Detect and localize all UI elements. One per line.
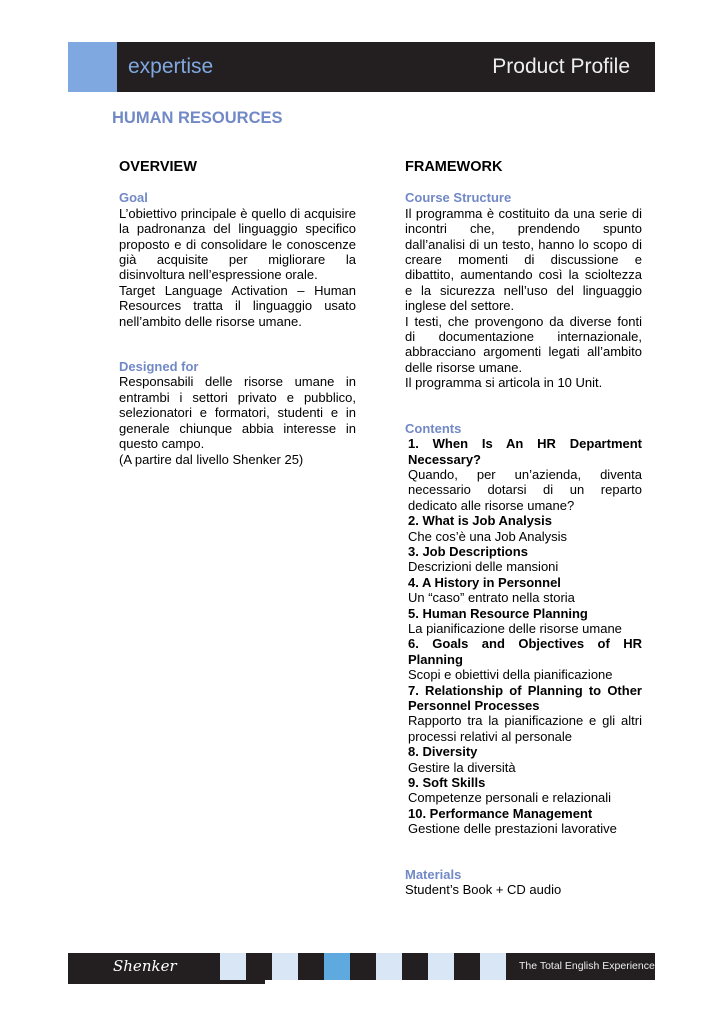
header-banner (68, 42, 655, 92)
product-profile-label: Product Profile (492, 55, 630, 78)
framework-heading: FRAMEWORK (405, 159, 503, 175)
contents-list (408, 436, 642, 837)
unit-description: Gestire la diversità (408, 759, 516, 775)
footer-tagline: The Total English Experience (506, 953, 655, 980)
unit-description: Che cos’è una Job Analysis (408, 528, 567, 544)
unit-description: Descrizioni delle mansioni (408, 559, 559, 575)
unit-title: 2. What is Job Analysis (408, 513, 553, 529)
materials-label: Materials (405, 866, 462, 882)
header-accent (68, 42, 117, 92)
materials-text: Student’s Book + CD audio (405, 882, 562, 898)
designed-text: Responsabili delle risorse umane in entrambi i settori privato e pubblico, selezionatori e formatori, studenti e in generale chiunque abbia interesse in questo campo. (119, 374, 356, 452)
unit-title: 10. Performance Management (408, 805, 593, 821)
designed-level: (A partire dal livello Shenker 25) (119, 451, 304, 467)
goal-label: Goal (119, 190, 148, 206)
structure-text-3: Il programma si articola in 10 Unit. (405, 375, 603, 391)
goal-text-2: Target Language Activation – Human Resources tratta il linguaggio usato nell’ambito delle risorse umane. (119, 282, 356, 329)
unit-title: 8. Diversity (408, 744, 478, 760)
contents-label: Contents (405, 420, 462, 436)
brand-label: expertise (128, 55, 214, 78)
structure-label: Course Structure (405, 190, 512, 206)
framework-column (405, 160, 642, 897)
structure-text-2: I testi, che provengono da diverse fonti di documentazione internazionale, abbracciano argomenti legati all’ambito delle risorse umane. (405, 313, 642, 375)
unit-description: Un “caso” entrato nella storia (408, 590, 575, 606)
unit-description: La pianificazione delle risorse umane (408, 620, 622, 636)
overview-column (119, 160, 356, 467)
unit-title: 5. Human Resource Planning (408, 605, 588, 621)
unit-title: 1. When Is An HR Department Necessary? (408, 436, 642, 467)
shenker-logo: Shenker (68, 953, 265, 984)
unit-title: 6. Goals and Objectives of HR Planning (408, 636, 642, 667)
unit-description: Gestione delle prestazioni lavorative (408, 821, 617, 837)
unit-description: Competenze personali e relazionali (408, 790, 612, 806)
footer-banner (68, 953, 655, 980)
unit-title: 3. Job Descriptions (408, 543, 528, 559)
unit-title: 7. Relationship of Planning to Other Personnel Processes (408, 682, 642, 713)
goal-text: L’obiettivo principale è quello di acquisire la padronanza del linguaggio specifico proposto e di consolidare le conoscenze già acquisite per migliorare la disinvoltura nell’espressione orale. (119, 205, 356, 283)
page-title: HUMAN RESOURCES (112, 109, 283, 127)
unit-description: Rapporto tra la pianificazione e gli altri processi relativi al personale (408, 713, 642, 744)
unit-description: Quando, per un’azienda, diventa necessario dotarsi di un reparto dedicato alle risorse umane? (408, 466, 642, 513)
overview-heading: OVERVIEW (119, 159, 197, 175)
structure-text: Il programma è costituito da una serie di incontri che, prendendo spunto dall’analisi di un testo, hanno lo scopo di creare momenti di discussione e dibattito, aumentando così la scioltezza e la sicurezza nell’uso del linguaggio inglese del settore. (405, 205, 642, 314)
unit-title: 9. Soft Skills (408, 775, 486, 791)
unit-description: Scopi e obiettivi della pianificazione (408, 667, 613, 683)
unit-title: 4. A History in Personnel (408, 574, 561, 590)
designed-label: Designed for (119, 359, 199, 375)
